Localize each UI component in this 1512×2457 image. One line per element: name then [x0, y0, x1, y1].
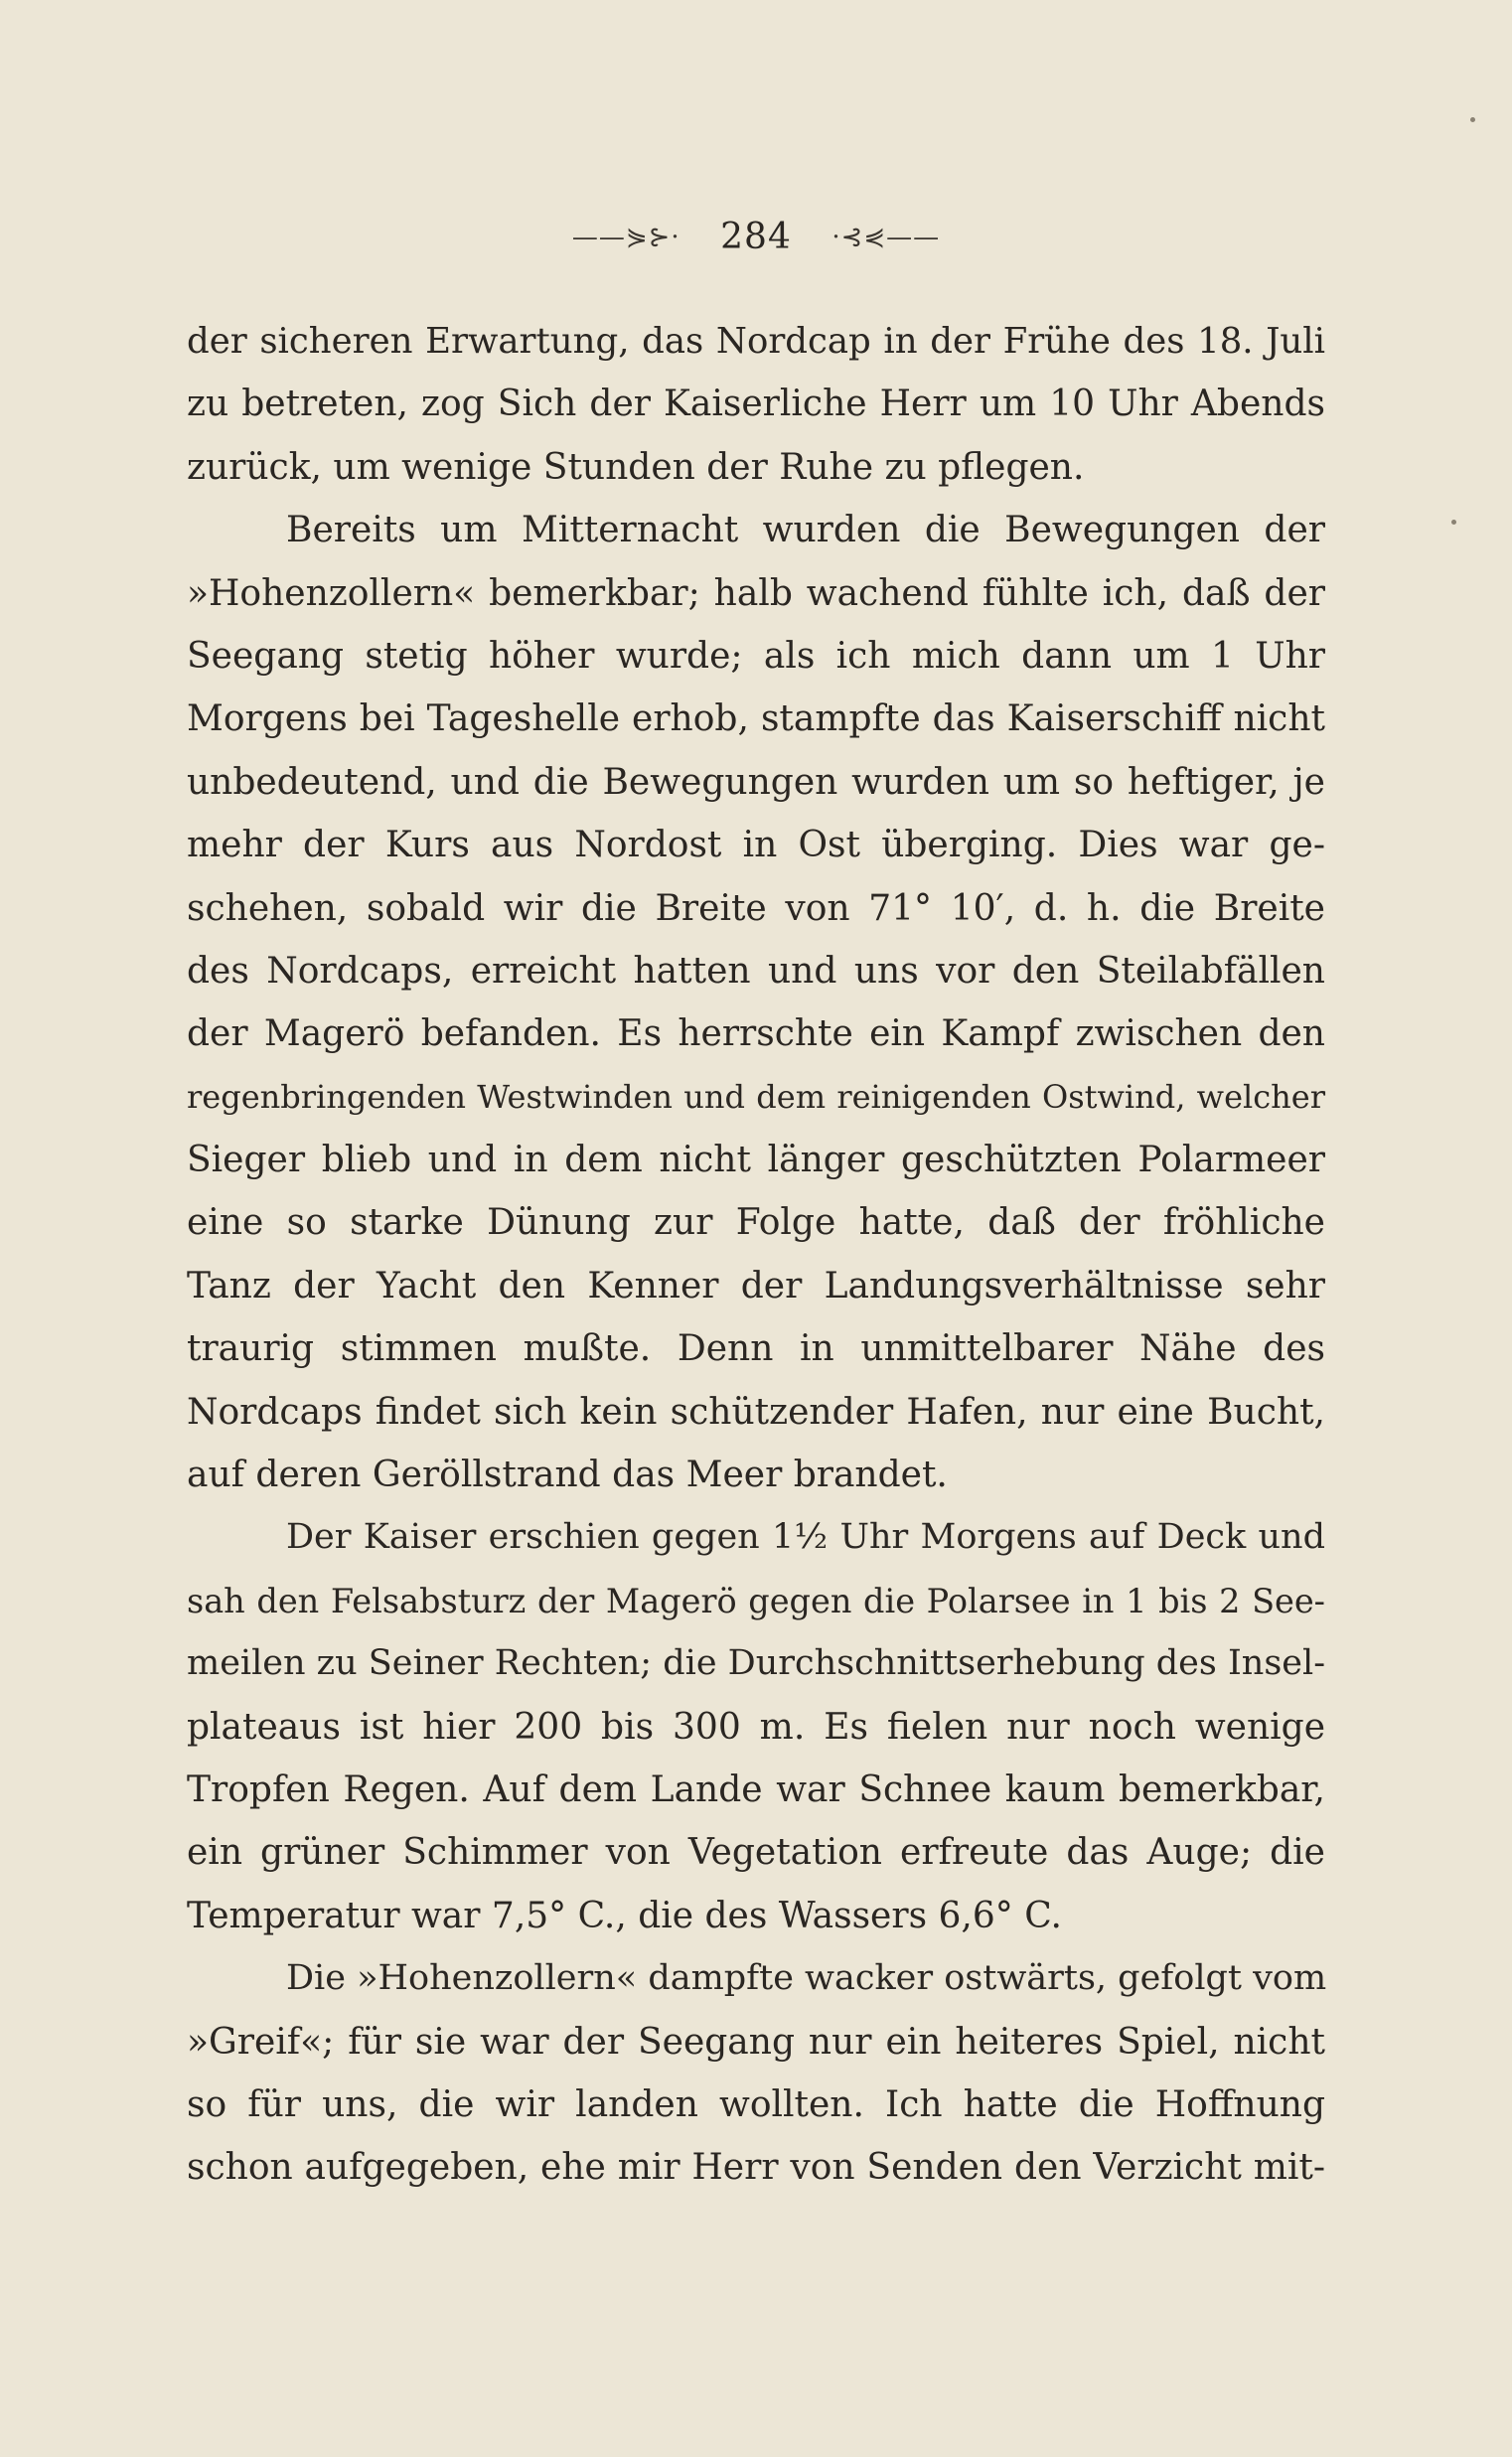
text-line: des Nordcaps, erreicht hatten und uns vor den Steilabfällen [187, 950, 1325, 992]
text-line: Temperatur war 7,5° C., die des Wassers 6,6° C. [187, 1895, 1062, 1936]
text-line: der Magerö befanden. Es herrschte ein Kampf zwischen den [187, 1013, 1325, 1055]
text-line: Nordcaps findet sich kein schützender Hafen, nur eine Bucht, [187, 1391, 1325, 1433]
page-number: 284 [720, 217, 792, 257]
text-line: Tanz der Yacht den Kenner der Landungsverhältnisse sehr [187, 1265, 1325, 1306]
text-line: meilen zu Seiner Rechten; die Durchschnittserhebung des Insel- [187, 1643, 1326, 1684]
text-line: Tropfen Regen. Auf dem Lande war Schnee kaum bemerkbar, [187, 1768, 1325, 1810]
text-line: Bereits um Mitternacht wurden die Bewegungen der [286, 510, 1325, 551]
text-line: zurück, um wenige Stunden der Ruhe zu pflegen. [187, 446, 1085, 488]
text-line: schon aufgegeben, ehe mir Herr von Senden den Verzicht mit- [187, 2147, 1325, 2189]
text-line: der sicheren Erwartung, das Nordcap in der Frühe des 18. Juli [187, 321, 1325, 362]
body-text [187, 310, 1325, 2200]
text-line: plateaus ist hier 200 bis 300 m. Es fielen nur noch wenige [187, 1706, 1325, 1748]
text-line: Der Kaiser erschien gegen 1½ Uhr Morgens auf Deck und [286, 1517, 1325, 1558]
text-line: sah den Felsabsturz der Magerö gegen die Polarsee in 1 bis 2 See- [187, 1581, 1325, 1620]
ornament-right: ·⊰⋞—— [832, 223, 941, 252]
text-line: auf deren Geröllstrand das Meer brandet. [187, 1455, 948, 1496]
text-line: unbedeutend, und die Bewegungen wurden um so heftiger, je [187, 761, 1325, 803]
text-line: so für uns, die wir landen wollten. Ich hatte die Hoffnung [187, 2083, 1325, 2125]
ornament-left: ——⋟⊱· [571, 223, 680, 252]
text-line: ein grüner Schimmer von Vegetation erfreute das Auge; die [187, 1832, 1325, 1874]
text-line: zu betreten, zog Sich der Kaiserliche Herr um 10 Uhr Abends [187, 384, 1325, 425]
stray-dot-top [1470, 117, 1475, 122]
text-line: schehen, sobald wir die Breite von 71° 10′, d. h. die Breite [187, 887, 1325, 929]
text-line: eine so starke Dünung zur Folge hatte, daß der fröhliche [187, 1202, 1325, 1244]
text-line: Morgens bei Tageshelle erhob, stampfte das Kaiserschiff nicht [187, 698, 1325, 740]
text-line: traurig stimmen mußte. Denn in unmittelbarer Nähe des [187, 1328, 1325, 1370]
text-line: regenbringenden Westwinden und dem reinigenden Ostwind, welcher [187, 1077, 1325, 1116]
stray-dot-margin [1451, 520, 1456, 525]
text-line: Die »Hohenzollern« dampfte wacker ostwärts, gefolgt vom [286, 1958, 1327, 1999]
text-line: mehr der Kurs aus Nordost in Ost überging. Dies war ge- [187, 825, 1325, 866]
text-line: »Hohenzollern« bemerkbar; halb wachend fühlte ich, daß der [187, 572, 1325, 614]
running-header [0, 211, 1512, 262]
text-line: Sieger blieb und in dem nicht länger geschützten Polarmeer [187, 1140, 1325, 1181]
text-line: »Greif«; für sie war der Seegang nur ein heiteres Spiel, nicht [187, 2021, 1325, 2063]
text-line: Seegang stetig höher wurde; als ich mich dann um 1 Uhr [187, 635, 1325, 677]
